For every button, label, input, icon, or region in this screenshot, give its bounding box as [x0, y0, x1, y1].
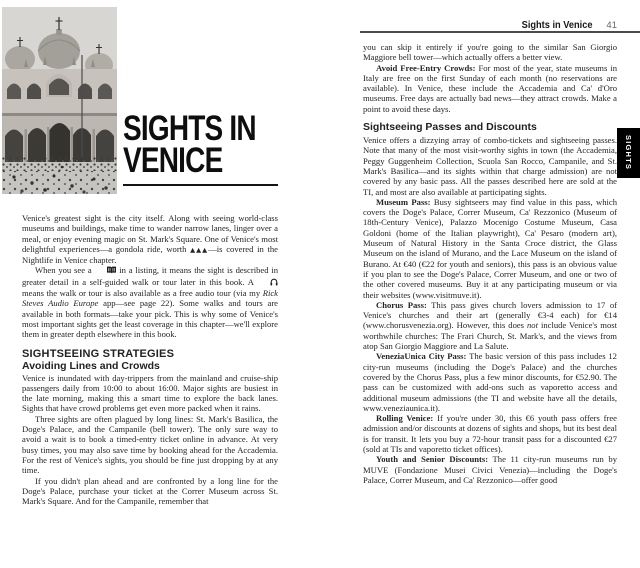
symbols-text-2: in a listing, it means the sight is described in greater detail in a self-guided walk or tour later in this book. A — [22, 265, 278, 287]
museum-pass-lead: Museum Pass: — [376, 196, 431, 207]
sights-section-tab — [617, 128, 640, 178]
sights-tab-label: SIGHTS — [624, 135, 633, 171]
avoid-free-entry-lead: Avoid Free-Entry Crowds: — [376, 62, 476, 73]
paragraph-crowds: Venice is inundated with day-trippers from the mainland and cruise-ship passengers daily from 10:00 to about 16:00. Major sights are busiest in the late morning, making this a smart time to explore the back lanes. Sights that have crowd problems get even more packed when it rains. — [22, 372, 278, 414]
chorus-pass-text-2: include Venice's most worthwhile churches: The Frari Church, St. Mark's, and the views from atop San Giorgio Maggiore and La Salute. — [363, 320, 617, 352]
heading-passes-discounts: Sightseeing Passes and Discounts — [363, 121, 537, 134]
audio-europe-app-name: Rick Steves Audio Europe — [22, 288, 278, 309]
header-rule — [360, 31, 640, 33]
paragraph-long-lines: Three sights are often plagued by long lines: St. Mark's Basilica, the Doge's Palace, and the Campanile (bell tower). The only sure way to avoid a wait is to book a timed-entry ticket online in advance. At very busy times, you may also save time by booking ahead for the Accademia. For the rest of Venice's sights, you should be fine just dropping by at any time. — [22, 413, 278, 476]
paragraph-intro — [22, 213, 278, 265]
chapter-title — [123, 109, 259, 180]
chorus-pass-text-1: This pass gives church lovers admission to 17 of Venice's churches and their art (generally €3-4 each) for €14 (www.chorusvenezia.org). However, this does — [363, 299, 617, 331]
paragraph-symbols — [22, 265, 278, 339]
paragraph-museum-pass — [363, 197, 617, 300]
chorus-pass-italic-not: not — [527, 320, 538, 331]
heading-sightseeing-strategies: SIGHTSEEING STRATEGIES — [22, 347, 175, 360]
museum-pass-text: Busy sightseers may find value in this pass, which covers the Doge's Palace, Correr Museum, Ca' Rezzonico (Museum of 18th-Century Venice), Palazzo Mocenigo Costume Museum, Casa Goldoni (home of the Italian playwright), Ca' Pesaro (modern art), Museum of Natural History in the Santa Croce district, the Glass Museum on the island of Murano, and the Lace Museum on the island of Burano. At €40 (€22 for youth and seniors), this pass is an obvious value if you plan to see the Doge's Palace, Correr Museum, and one or two of the other covered museums. Buy it at any participating museum or via their websites (www.visitmuve.it). — [363, 196, 618, 300]
paragraph-plan-ahead: If you didn't plan ahead and are confronted by a long line for the Doge's Palace, purchase your ticket at the Correr Museum across St. Mark's Square. And for the Campanile, remember that — [22, 475, 278, 507]
chapter-title-line1: SIGHTS IN — [123, 109, 256, 148]
veneziaunica-text: The basic version of this pass includes 12 city-run museums (including the Doge's Palace) and the churches covered by the Chorus Pass, plus a few minor discounts, for €52.90. The pass can be customized with add-ons such as vaporetto access and additional museum admissions (the TI and website have all the details, www.veneziaunica.it). — [363, 351, 617, 413]
rolling-venice-text: If you're under 30, this €6 youth pass offers free admission and/or discounts at dozens of sights and shops, but its best deal is for transit. It lets you buy a 72-hour transit pass for a discounted €27 (sold at TIs and vaporetto ticket offices). — [363, 413, 617, 454]
veneziaunica-lead: VeneziaUnica City Pass: — [376, 351, 467, 362]
page-number: 41 — [606, 20, 617, 31]
chapter-title-line2: VENICE — [123, 141, 223, 180]
heading-avoiding-lines: Avoiding Lines and Crowds — [22, 359, 160, 372]
paragraph-youth-senior — [363, 454, 617, 485]
right-column — [363, 42, 617, 537]
symbols-text-4: app—see page 22). Some walks and tours are available in both formats—take your pick. This is why some of Venice's most important sights get the least coverage in this chapter—we'll explore them in greater depth elsewhere in this book. — [22, 298, 278, 340]
intro-text: Venice's greatest sight is the city itself. Along with seeing world-class museums and buildings, make time to wander narrow lanes, linger over a meal, or enjoy evening magic on St. Mark's Square. One of Venice's most delightful experiences—a gondola ride, worth — [22, 213, 278, 254]
three-triangle-rating: ▲▲▲ — [190, 245, 209, 254]
title-rule — [123, 184, 278, 186]
running-header-title: Sights in Venice — [522, 19, 593, 31]
symbols-text-3: means the walk or tour is also available as a free audio tour (via my — [22, 288, 263, 299]
intro-text-end: —is covered in the Nightlife in Venice chapter. — [22, 243, 278, 266]
avoid-free-entry-text: For most of the year, state museums in Italy are free on the first Sunday of each month (no reservations are available). In Venice, these include the Accademia and Ca' d'Oro museums. Free days are actually bad news—they attract crowds. Make a point to avoid these days. — [363, 62, 617, 114]
paragraph-continuation: you can skip it entirely if you're going to the similar San Giorgio Maggiore bell tower—which actually offers a better view. — [363, 42, 617, 63]
youth-senior-lead: Youth and Senior Discounts: — [376, 454, 489, 465]
symbols-text-1: When you see a — [35, 265, 95, 276]
chorus-pass-lead: Chorus Pass: — [376, 299, 427, 310]
open-book-icon — [94, 266, 116, 276]
rolling-venice-lead: Rolling Venice: — [376, 413, 434, 424]
left-column — [22, 213, 278, 558]
paragraph-rolling-venice — [363, 413, 617, 454]
headphones-icon — [257, 278, 278, 288]
paragraph-chorus-pass — [363, 300, 617, 351]
st-marks-basilica-photo — [2, 7, 117, 194]
paragraph-veneziaunica — [363, 351, 617, 413]
paragraph-passes-overview: Venice offers a dizzying array of combo-tickets and sightseeing passes. Note that many of the most visit-worthy sights in town (the Accademia, Peggy Guggenheim Collection, Scuola San Rocco, Campanile, and St. Mark's Basilica—and its sights within that charge admission) are not covered by any basic pass. All the passes described here are sold at the TI, and most are also available at participating sights. — [363, 135, 617, 197]
youth-senior-text: The 11 city-run museums run by MUVE (Fondazione Musei Civici Venezia)—including the Doge's Palace, Correr Museum, and Ca' Rezzonico—offer good — [363, 454, 617, 485]
paragraph-free-entry — [363, 63, 617, 114]
